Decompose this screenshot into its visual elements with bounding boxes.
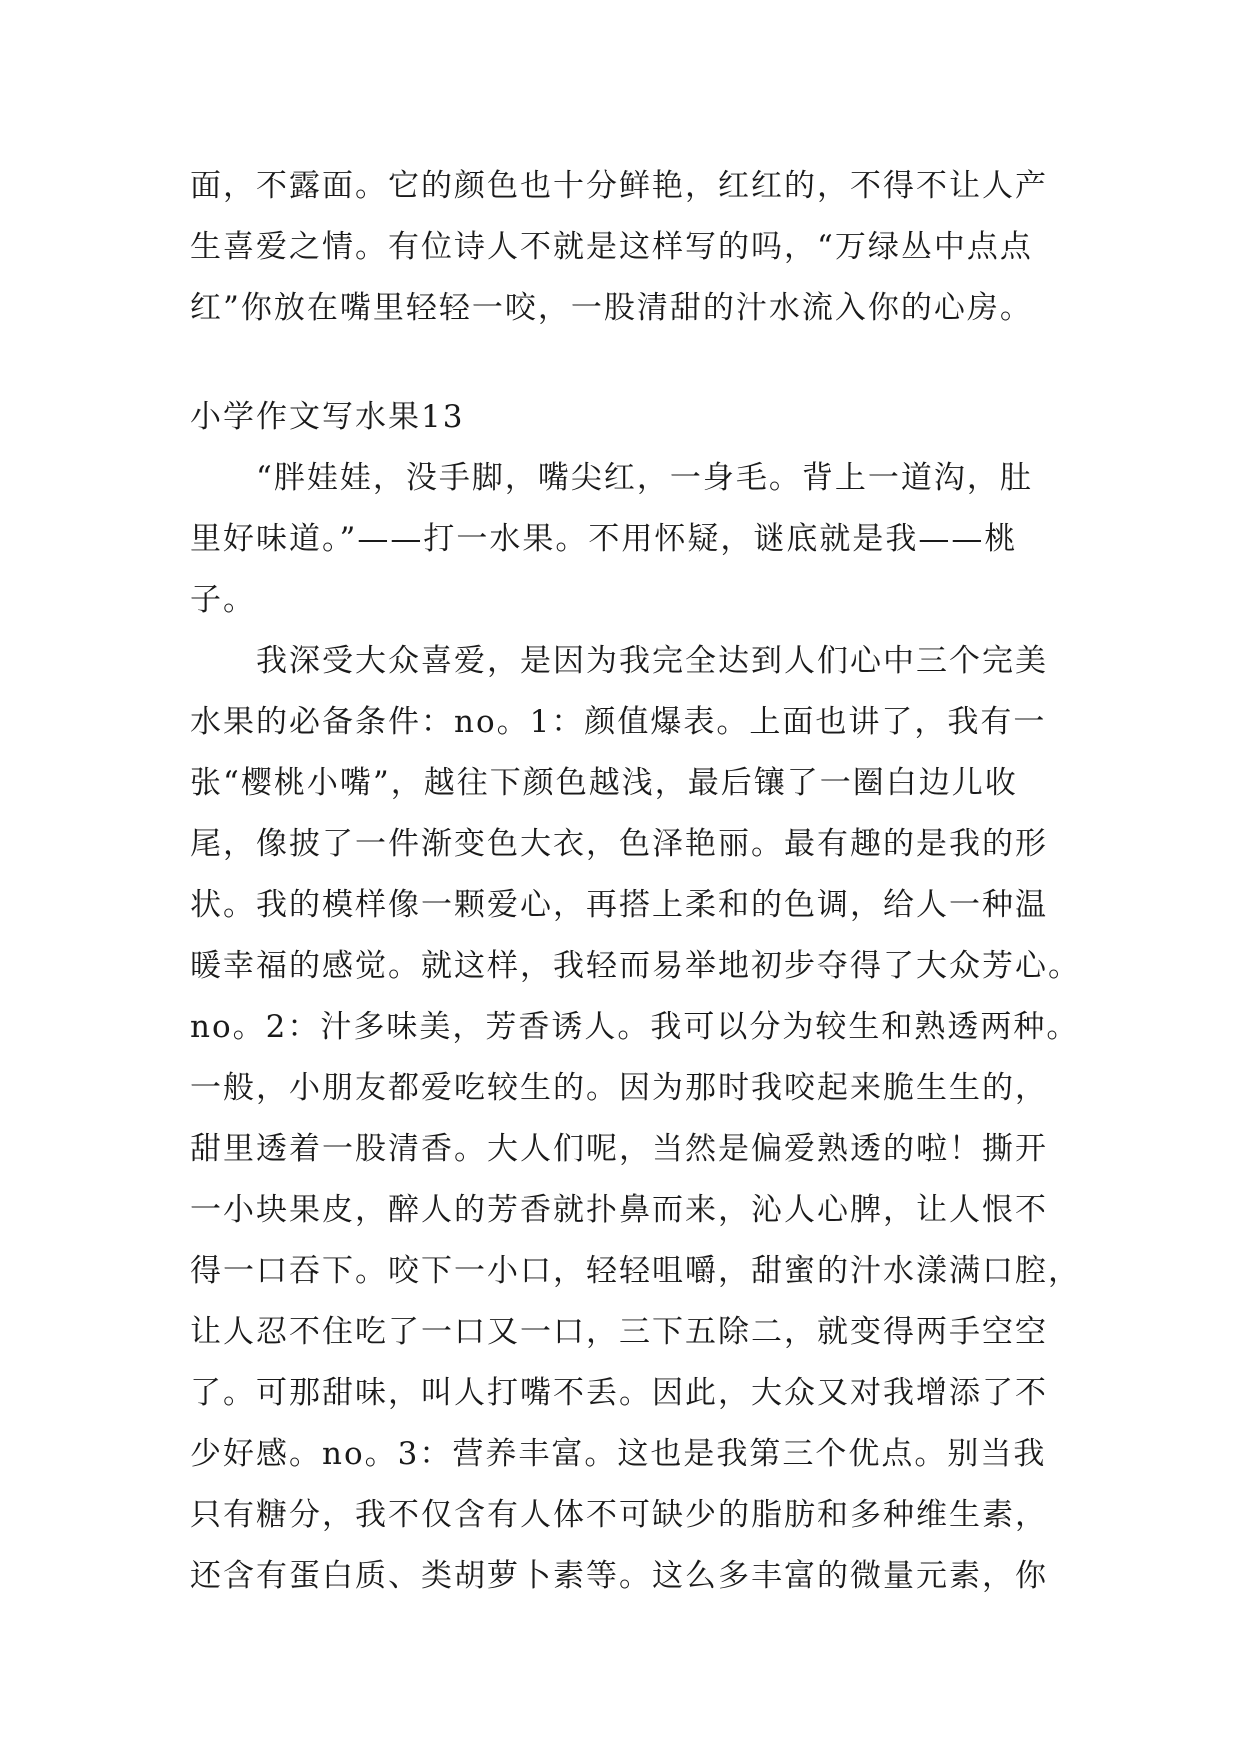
text-line: 让人忍不住吃了一口又一口，三下五除二，就变得两手空空 [190, 1314, 1048, 1350]
document-body [190, 156, 1081, 1607]
text-line: 状。我的模样像一颗爱心，再搭上柔和的色调，给人一种温 [190, 887, 1048, 923]
text-line: 子。 [190, 582, 256, 618]
intro-paragraph [190, 156, 1070, 339]
section-title: 小学作文写水果13 [190, 399, 465, 435]
text-line: “胖娃娃，没手脚，嘴尖红，一身毛。背上一道沟，肚 [256, 460, 1033, 496]
text-line: 暖幸福的感觉。就这样，我轻而易举地初步夺得了大众芳心。 [190, 948, 1081, 984]
text-line: 只有糖分，我不仅含有人体不可缺少的脂肪和多种维生素， [190, 1497, 1048, 1533]
text-line: 里好味道。”——打一水果。不用怀疑，谜底就是我——桃 [190, 521, 1018, 557]
paragraph-peach-description [190, 631, 1081, 1607]
text-line: no。2：汁多味美，芳香诱人。我可以分为较生和熟透两种。 [190, 1009, 1080, 1045]
text-line: 水果的必备条件：no。1：颜值爆表。上面也讲了，我有一 [190, 704, 1047, 740]
text-line: 我深受大众喜爱，是因为我完全达到人们心中三个完美 [256, 643, 1048, 679]
text-line: 甜里透着一股清香。大人们呢，当然是偏爱熟透的啦！撕开 [190, 1131, 1048, 1167]
text-line: 少好感。no。3：营养丰富。这也是我第三个优点。别当我 [190, 1436, 1047, 1472]
text-line: 生喜爱之情。有位诗人不就是这样写的吗，“万绿丛中点点 [190, 229, 1033, 265]
text-line: 张“樱桃小嘴”，越往下颜色越浅，最后镶了一圈白边儿收 [190, 765, 1018, 801]
text-line: 了。可那甜味，叫人打嘴不丢。因此，大众又对我增添了不 [190, 1375, 1048, 1411]
text-line: 一小块果皮，醉人的芳香就扑鼻而来，沁人心脾，让人恨不 [190, 1192, 1048, 1228]
text-line: 一般，小朋友都爱吃较生的。因为那时我咬起来脆生生的， [190, 1070, 1048, 1106]
paragraph-riddle [190, 448, 1070, 631]
text-line: 红”你放在嘴里轻轻一咬，一股清甜的汁水流入你的心房。 [190, 290, 1033, 326]
text-line: 尾，像披了一件渐变色大衣，色泽艳丽。最有趣的是我的形 [190, 826, 1048, 862]
text-line: 面，不露面。它的颜色也十分鲜艳，红红的，不得不让人产 [190, 168, 1048, 204]
text-line: 还含有蛋白质、类胡萝卜素等。这么多丰富的微量元素，你 [190, 1558, 1048, 1594]
text-line: 得一口吞下。咬下一小口，轻轻咀嚼，甜蜜的汁水漾满口腔， [190, 1253, 1081, 1289]
